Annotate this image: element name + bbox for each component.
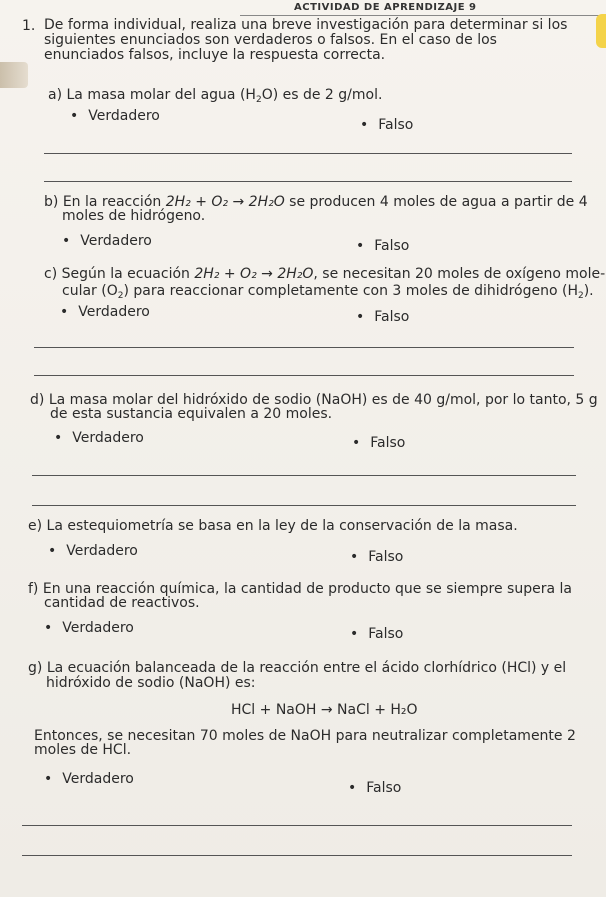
statement-b-post: se producen 4 moles de agua a partir de 4: [284, 194, 588, 210]
statement-b-line2: moles de hidrógeno.: [62, 208, 206, 224]
statement-c-post: , se necesitan 20 moles de oxígeno mole-: [313, 266, 606, 282]
statement-a-post: O) es de 2 g/mol.: [261, 87, 383, 103]
instruction-number: 1.: [22, 18, 36, 34]
option-false-g[interactable]: • Falso: [348, 780, 401, 796]
answer-line-g1[interactable]: [22, 825, 572, 826]
option-false-e[interactable]: • Falso: [350, 549, 403, 565]
statement-b-label: b): [44, 194, 59, 210]
statement-f-label: f): [28, 581, 39, 597]
statement-a-sub: 2: [255, 95, 262, 105]
answer-line-d2[interactable]: [32, 505, 576, 506]
statement-a-label: a): [48, 87, 63, 103]
statement-g-line1: La ecuación balanceada de la reacción entre el ácido clorhídrico (HCl) y el: [46, 660, 567, 676]
option-false-f[interactable]: • Falso: [350, 626, 403, 642]
statement-b-pre: En la reacción: [62, 194, 166, 210]
header-rule: [240, 15, 606, 16]
answer-line-g2[interactable]: [22, 855, 572, 856]
statement-d-line1: La masa molar del hidróxido de sodio (NaOH) es de 40 g/mol, por lo tanto, 5 g: [48, 392, 598, 408]
statement-f-line2: cantidad de reactivos.: [44, 595, 200, 611]
answer-line-c2[interactable]: [34, 375, 574, 376]
option-true-b[interactable]: • Verdadero: [62, 233, 152, 249]
option-true-c[interactable]: • Verdadero: [60, 304, 150, 320]
statement-c-line2: [62, 283, 594, 299]
statement-c-equation: 2H₂ + O₂ → 2H₂O: [194, 266, 314, 282]
page-edge-mark: [0, 62, 28, 88]
statement-g-equation: HCl + NaOH → NaCl + H₂O: [231, 702, 418, 718]
answer-line-c1[interactable]: [34, 347, 574, 348]
statement-a: [48, 87, 382, 103]
statement-e-label: e): [28, 518, 43, 534]
instruction-text: De forma individual, realiza una breve investigación para determinar si los siguientes enunciados son verdaderos o falsos. En el caso de los enunciados falsos, incluye la respuesta correcta.: [44, 17, 568, 63]
statement-g-label: g): [28, 660, 43, 676]
statement-d-label: d): [30, 392, 45, 408]
statement-d-line2: de esta sustancia equivalen a 20 moles.: [50, 406, 333, 422]
statement-c-line2-sub: 2: [117, 291, 124, 301]
statement-c-line2c: ).: [583, 283, 594, 299]
statement-c-pre: Según la ecuación: [61, 266, 195, 282]
statement-e: [28, 518, 518, 534]
statement-g-line3: Entonces, se necesitan 70 moles de NaOH para neutralizar completamente 2: [34, 728, 576, 744]
statement-e-text: La estequiometría se basa en la ley de la conservación de la masa.: [46, 518, 518, 534]
option-true-g[interactable]: • Verdadero: [44, 771, 134, 787]
option-false-c[interactable]: • Falso: [356, 309, 409, 325]
statement-g-line4: moles de HCl.: [34, 742, 132, 758]
statement-c-line2-sub2: 2: [577, 291, 584, 301]
option-true-a[interactable]: • Verdadero: [70, 108, 160, 124]
option-true-e[interactable]: • Verdadero: [48, 543, 138, 559]
activity-header: ACTIVIDAD DE APRENDIZAJE 9: [294, 2, 477, 13]
option-true-d[interactable]: • Verdadero: [54, 430, 144, 446]
answer-line-d1[interactable]: [32, 475, 576, 476]
option-false-d[interactable]: • Falso: [352, 435, 405, 451]
statement-c-label: c): [44, 266, 58, 282]
statement-g: [28, 660, 566, 676]
option-true-f[interactable]: • Verdadero: [44, 620, 134, 636]
page-tab: [596, 14, 606, 48]
answer-line-a2[interactable]: [44, 181, 572, 182]
statement-f-line1: En una reacción química, la cantidad de producto que se siempre supera la: [42, 581, 572, 597]
statement-c-line2a: cular (O: [62, 283, 118, 299]
statement-b-equation: 2H₂ + O₂ → 2H₂O: [165, 194, 285, 210]
option-false-b[interactable]: • Falso: [356, 238, 409, 254]
statement-c: [44, 266, 605, 282]
option-false-a[interactable]: • Falso: [360, 117, 413, 133]
statement-a-pre: La masa molar del agua (H: [66, 87, 256, 103]
statement-g-line2: hidróxido de sodio (NaOH) es:: [46, 675, 256, 691]
statement-c-line2b: ) para reaccionar completamente con 3 moles de dihidrógeno (H: [123, 283, 578, 299]
answer-line-a1[interactable]: [44, 153, 572, 154]
